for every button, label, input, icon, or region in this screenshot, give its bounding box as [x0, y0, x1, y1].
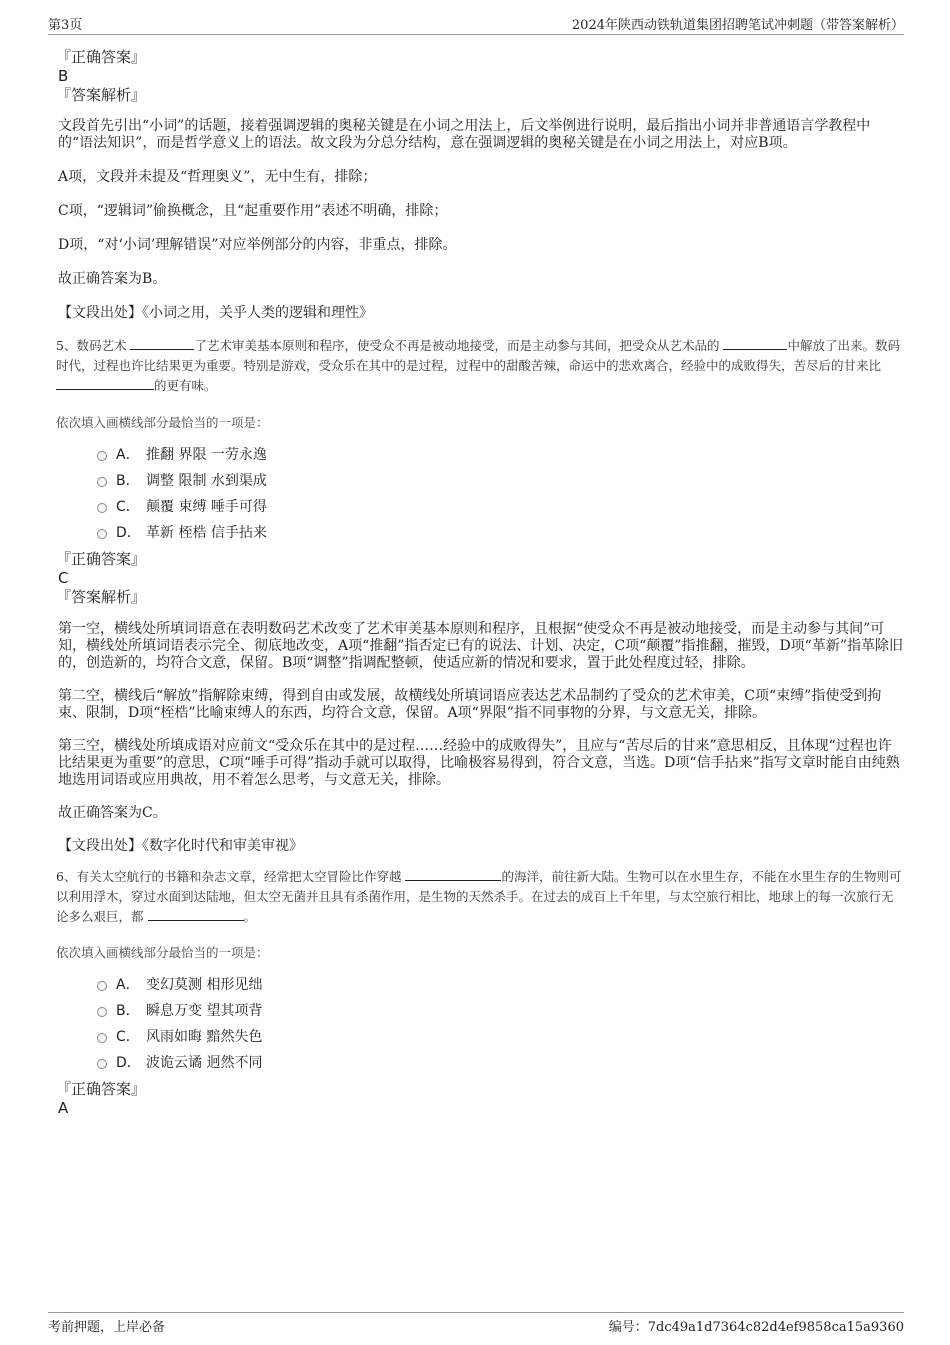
question-5-text: 5、数码艺术 了艺术审美基本原则和程序，使受众不再是被动地接受，而是主动参与其间，把受众从艺术品的 中解放了出来。数码时代，过程也许比结果更为重要。特别是游戏，受众乐在其中的是过程，过程中的甜酸苦辣，命运中的悲欢离合，经验中的成败得失，苦尽后的甘来比 的更有味。 — [56, 338, 900, 393]
fill-blank — [56, 377, 154, 390]
radio-icon[interactable] — [97, 981, 107, 991]
correct-answer: A — [58, 1099, 69, 1117]
analysis-paragraph: 第三空，横线处所填成语对应前文“受众乐在其中的是过程……经验中的成败得失”，且应与“苦尽后的甘来”意思相反，且体现“过程也许比结果更为重要”的意思，C项“唾手可得”指动手就可以取得，比喻极容易得到，符合文意，当选。D项“信手拈来”指写文章时能自由纯熟地选用词语或应用典故，用不着怎么思考，与文意无关，排除。 — [58, 738, 900, 788]
page-header — [48, 14, 904, 35]
option-d[interactable]: D． 波诡云谲 迥然不同 — [56, 1050, 904, 1076]
source-citation: 【文段出处】《小词之用，关乎人类的逻辑和理性》 — [58, 305, 373, 321]
footer-slogan: 考前押题，上岸必备 — [48, 1320, 166, 1335]
fill-blank — [148, 908, 244, 921]
option-c[interactable]: C． 颠覆 束缚 唾手可得 — [56, 494, 904, 520]
analysis-paragraph: 文段首先引出“小词”的话题，接着强调逻辑的奥秘关键是在小词之用法上，后文举例进行说明，最后指出小词并非普通语言学教程中的“语法知识”，而是哲学意义上的语法。故文段为分总分结构，意在强调逻辑的奥秘关键是在小词之用法上，对应B项。 — [58, 118, 871, 151]
radio-icon[interactable] — [97, 503, 107, 513]
document-id: 编号：7dc49a1d7364c82d4ef9858ca15a9360 — [608, 1320, 904, 1335]
radio-icon[interactable] — [97, 1059, 107, 1069]
analysis-paragraph: C项，“逻辑词”偷换概念，且“起重要作用”表述不明确，排除； — [58, 203, 448, 219]
correct-answer: C — [58, 569, 69, 587]
correct-answer: B — [58, 67, 69, 85]
option-list — [56, 972, 904, 1076]
correct-answer-label: 『正确答案』 — [56, 550, 147, 568]
option-list — [56, 442, 904, 546]
analysis-paragraph: D项，“对‘小词’理解错误”对应举例部分的内容，非重点，排除。 — [58, 237, 457, 253]
analysis-paragraph: 第一空，横线处所填词语意在表明数码艺术改变了艺术审美基本原则和程序，且根据“使受众不再是被动地接受，而是主动参与其间”可知，横线处所填词语表示完全、彻底地改变，A项“推翻”指否定已有的说法、计划、决定，C项“颠覆”指推翻，摧毁，D项“革新”指革除旧的，创造新的，均符合文意，保留。B项“调整”指调配整顿，使适应新的情况和要求，置于此处程度过轻，排除。 — [58, 621, 903, 671]
analysis-label: 『答案解析』 — [56, 588, 147, 606]
question-prompt: 依次填入画横线部分最恰当的一项是： — [56, 415, 269, 430]
option-d[interactable]: D． 革新 桎梏 信手拈来 — [56, 520, 904, 546]
radio-icon[interactable] — [97, 477, 107, 487]
page-number: 第3页 — [48, 18, 83, 33]
fill-blank — [405, 868, 501, 881]
radio-icon[interactable] — [97, 1007, 107, 1017]
analysis-conclusion: 故正确答案为B。 — [58, 271, 167, 287]
analysis-paragraph: 第二空，横线后“解放”指解除束缚，得到自由或发展，故横线处所填词语应表达艺术品制约了受众的艺术审美，C项“束缚”指使受到拘束、限制，D项“桎梏”比喻束缚人的东西，均符合文意，保留。A项“界限”指不同事物的分界，与文意无关，排除。 — [58, 688, 882, 721]
option-a[interactable]: A． 变幻莫测 相形见绌 — [56, 972, 904, 998]
source-citation: 【文段出处】《数字化时代和审美审视》 — [58, 838, 303, 854]
option-c[interactable]: C． 风雨如晦 黯然失色 — [56, 1024, 904, 1050]
correct-answer-label: 『正确答案』 — [56, 48, 147, 66]
page-footer — [48, 1312, 904, 1335]
fill-blank — [723, 337, 787, 350]
question-prompt: 依次填入画横线部分最恰当的一项是： — [56, 945, 269, 960]
fill-blank — [130, 337, 194, 350]
analysis-conclusion: 故正确答案为C。 — [58, 805, 167, 821]
question-6-text: 6、有关太空航行的书籍和杂志文章，经常把太空冒险比作穿越 的海洋，前往新大陆。生物可以在水里生存，不能在水里生存的生物则可以利用浮木，穿过水面到达陆地，但太空无菌并且具有杀菌作用，是生物的天然杀手。在过去的成百上千年里，与太空旅行相比，地球上的每一次旅行无论多么艰巨，都 。 — [56, 869, 902, 924]
radio-icon[interactable] — [97, 529, 107, 539]
option-b[interactable]: B． 瞬息万变 望其项背 — [56, 998, 904, 1024]
radio-icon[interactable] — [97, 1033, 107, 1043]
document-title: 2024年陕西动铁轨道集团招聘笔试冲刺题（带答案解析） — [571, 18, 904, 33]
analysis-label: 『答案解析』 — [56, 86, 147, 104]
document-body — [56, 40, 904, 1118]
option-b[interactable]: B． 调整 限制 水到渠成 — [56, 468, 904, 494]
radio-icon[interactable] — [97, 451, 107, 461]
analysis-paragraph: A项，文段并未提及“哲理奥义”，无中生有，排除； — [58, 169, 377, 185]
correct-answer-label: 『正确答案』 — [56, 1080, 147, 1098]
option-a[interactable]: A． 推翻 界限 一劳永逸 — [56, 442, 904, 468]
